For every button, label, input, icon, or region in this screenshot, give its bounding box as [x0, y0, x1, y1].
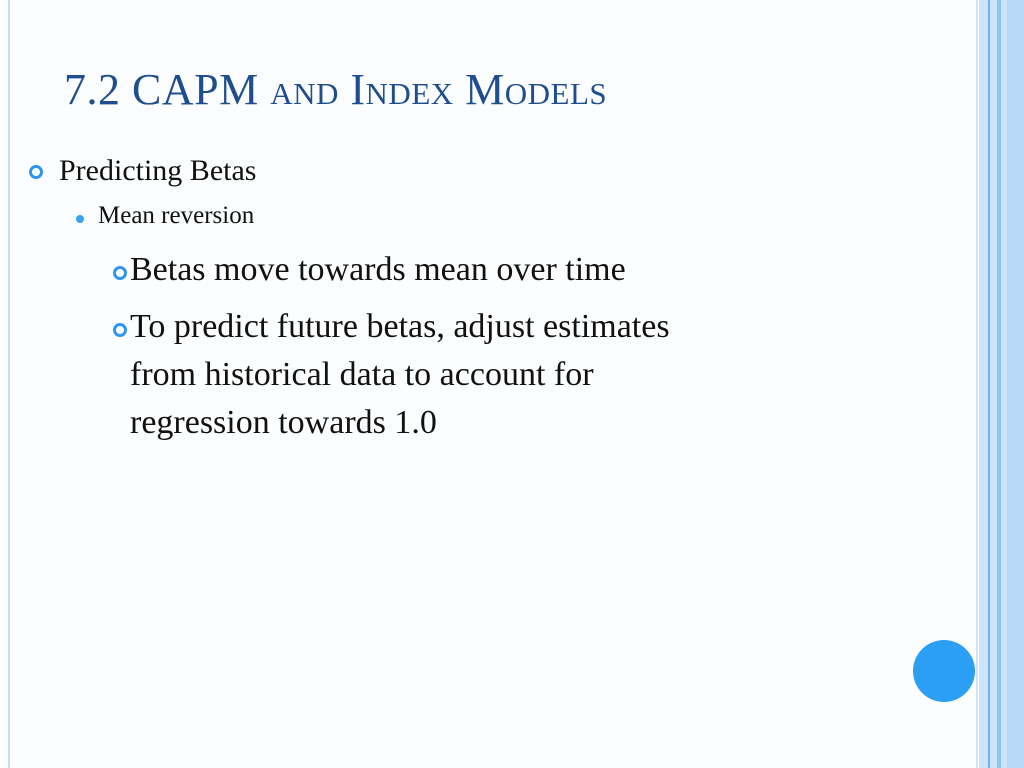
right-stripe	[976, 0, 978, 768]
right-stripe	[979, 0, 988, 768]
right-stripe	[1007, 0, 1024, 768]
bullet-level2-text: Mean reversion	[98, 202, 255, 229]
bullet-level1-text: Predicting Betas	[59, 154, 257, 187]
bullet-ring-icon	[113, 323, 127, 337]
bullet-ring-icon	[113, 266, 127, 280]
title-number: 7.2	[64, 65, 121, 114]
bullet-level3-text: Betas move towards mean over time	[130, 251, 626, 288]
bullet-ring-icon	[29, 165, 43, 179]
right-stripe	[990, 0, 997, 768]
title-word-capm: CAPM	[132, 65, 259, 114]
left-border-line	[8, 0, 10, 768]
slide-title	[64, 64, 607, 115]
bullet-level3-line: regression towards 1.0	[130, 404, 437, 441]
bullet-level3-line: To predict future betas, adjust estimates	[130, 308, 670, 345]
title-word-index: Index	[350, 65, 454, 114]
bullet-level3-line: from historical data to account for	[130, 356, 594, 393]
title-word-and: and	[270, 65, 339, 114]
bullet-dot-icon	[76, 215, 84, 223]
decorative-circle	[913, 640, 975, 702]
title-word-models: Models	[465, 65, 608, 114]
